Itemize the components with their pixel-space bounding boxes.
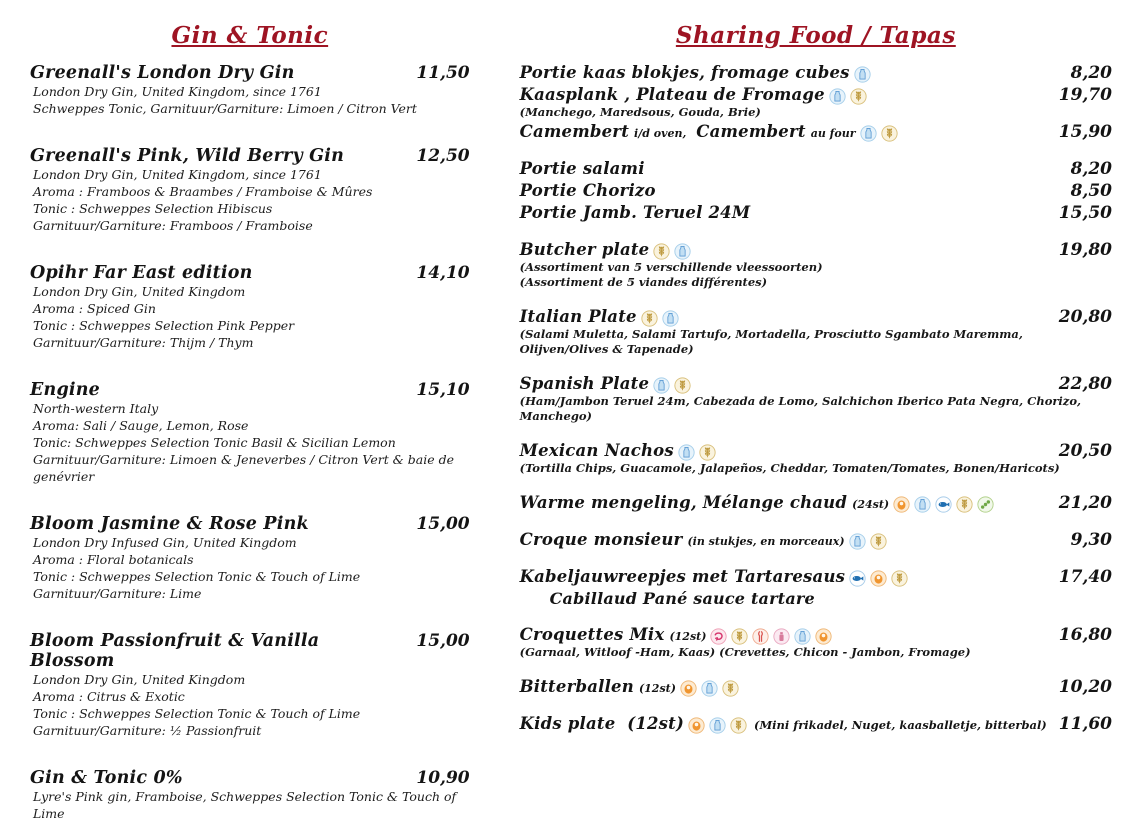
- item-row: [520, 159, 1112, 179]
- item-label: [520, 122, 898, 141]
- milk-allergen-icon: [678, 444, 695, 461]
- item-qualifier: (24st): [852, 498, 890, 511]
- item-price: 8,20: [1070, 159, 1112, 179]
- item-price: 11,60: [1058, 714, 1112, 734]
- gluten-allergen-icon: [850, 88, 867, 105]
- menu-item: [30, 514, 470, 602]
- item-qualifier: (12st): [638, 682, 676, 695]
- menu-item: [520, 567, 1112, 608]
- item-row: [520, 240, 1112, 260]
- item-price: 11,50: [416, 63, 470, 83]
- milk-allergen-icon: [860, 125, 877, 142]
- item-label: [520, 374, 692, 393]
- item-qualifier: i/d oven,: [634, 127, 687, 140]
- item-description: North-western Italy: [33, 401, 159, 416]
- item-description: Tonic : Schweppes Selection Tonic & Touch of Lime: [33, 706, 361, 721]
- item-price: 14,10: [416, 263, 470, 283]
- item-note: (Salami Muletta, Salami Tartufo, Mortadella, Prosciutto Sgambato Maremma, Olijven/Olives & Tapenade): [519, 327, 1023, 356]
- crustacean-allergen-icon: [710, 628, 727, 645]
- menu-group: [520, 530, 1112, 550]
- item-description: London Dry Gin, United Kingdom: [33, 672, 246, 687]
- item-label: [520, 530, 887, 549]
- item-name: Gin & Tonic 0%: [30, 768, 183, 788]
- menu-item: [30, 146, 470, 234]
- item-name: Warme mengeling, Mélange chaud: [519, 493, 848, 512]
- gin-tonic-section: [30, 22, 470, 821]
- item-name: Portie Jamb. Teruel 24M: [519, 203, 751, 222]
- item-label: [520, 159, 645, 178]
- menu-item: [520, 63, 1112, 83]
- item-name: Bloom Passionfruit & Vanilla Blossom: [30, 631, 320, 671]
- menu-item: [520, 181, 1112, 201]
- item-row: [30, 380, 470, 400]
- item-row: [520, 530, 1112, 550]
- menu-group: [520, 307, 1112, 357]
- menu-item: [520, 240, 1112, 290]
- menu-group: [520, 567, 1112, 608]
- gluten-allergen-icon: [674, 377, 691, 394]
- item-label: [520, 493, 995, 512]
- menu-item: [520, 441, 1112, 476]
- item-name: Opihr Far East edition: [30, 263, 253, 283]
- menu-item: [30, 631, 470, 739]
- menu-group: [520, 625, 1112, 660]
- item-description: Tonic : Schweppes Selection Tonic & Touch of Lime: [33, 569, 361, 584]
- sharing-food-section: [520, 22, 1112, 806]
- gluten-allergen-icon: [731, 628, 748, 645]
- item-subtitle: Cabillaud Pané sauce tartare: [549, 589, 815, 608]
- egg-allergen-icon: [893, 496, 910, 513]
- item-row: [520, 625, 1112, 645]
- item-price: 17,40: [1058, 567, 1112, 587]
- item-description: Garnituur/Garniture: Framboos / Framboise: [33, 218, 313, 233]
- milk-allergen-icon: [701, 680, 718, 697]
- egg-allergen-icon: [870, 570, 887, 587]
- item-description: Garnituur/Garniture: Lime: [33, 586, 202, 601]
- menu-group: [520, 374, 1112, 424]
- item-row: [30, 631, 470, 671]
- item-price: 10,90: [416, 768, 470, 788]
- item-row: [520, 441, 1112, 461]
- item-row: [30, 63, 470, 83]
- item-price: 22,80: [1058, 374, 1112, 394]
- egg-allergen-icon: [815, 628, 832, 645]
- item-row: [520, 63, 1112, 83]
- item-row: [520, 493, 1112, 513]
- item-price: 15,10: [416, 380, 470, 400]
- sharing-food-title: Sharing Food / Tapas: [675, 22, 956, 49]
- item-description: Tonic: Schweppes Selection Tonic Basil & Sicilian Lemon: [33, 435, 396, 450]
- item-row: [520, 203, 1112, 223]
- menu-item: [520, 530, 1112, 550]
- item-row: [520, 567, 1112, 587]
- item-row: [30, 514, 470, 534]
- item-row: [30, 146, 470, 166]
- item-name: Engine: [30, 380, 101, 400]
- item-row: [520, 181, 1112, 201]
- item-description: Tonic : Schweppes Selection Hibiscus: [33, 201, 273, 216]
- item-price: 21,20: [1058, 493, 1112, 513]
- milk-allergen-icon: [849, 533, 866, 550]
- item-name: Camembert: [519, 122, 630, 141]
- milk-allergen-icon: [829, 88, 846, 105]
- item-name: Portie kaas blokjes, fromage cubes: [519, 63, 850, 82]
- item-description: Garnituur/Garniture: Thijm / Thym: [33, 335, 254, 350]
- item-label: [520, 714, 1047, 733]
- menu-group: [520, 677, 1112, 697]
- item-note: (Assortiment de 5 viandes différentes): [519, 275, 768, 289]
- fish-allergen-icon: [849, 570, 866, 587]
- milk-allergen-icon: [653, 377, 670, 394]
- item-description: Aroma: Sali / Sauge, Lemon, Rose: [33, 418, 249, 433]
- item-price: 10,20: [1058, 677, 1112, 697]
- item-price: 9,30: [1070, 530, 1112, 550]
- item-name: Kaasplank , Plateau de Fromage: [519, 85, 825, 104]
- item-price: 20,80: [1058, 307, 1112, 327]
- menu-item: [520, 203, 1112, 223]
- menu-group: [520, 714, 1112, 734]
- item-description: Aroma : Floral botanicals: [33, 552, 194, 567]
- item-label: [520, 307, 679, 326]
- menu-item: [520, 85, 1112, 120]
- item-note: (Tortilla Chips, Guacamole, Jalapeños, Cheddar, Tomaten/Tomates, Bonen/Haricots): [519, 461, 1060, 475]
- milk-allergen-icon: [674, 243, 691, 260]
- gluten-allergen-icon: [722, 680, 739, 697]
- item-price: 19,70: [1058, 85, 1112, 105]
- item-name: Camembert: [696, 122, 806, 141]
- item-note-inline: (Mini frikadel, Nuget, kaasballetje, bitterbal): [754, 718, 1047, 732]
- item-price: 19,80: [1058, 240, 1112, 260]
- menu-item: [520, 677, 1112, 697]
- item-name: Portie salami: [519, 159, 645, 178]
- menu-group: [520, 493, 1112, 513]
- item-price: 20,50: [1058, 441, 1112, 461]
- menu-group: [520, 441, 1112, 476]
- item-label: [520, 441, 716, 460]
- item-label: [520, 85, 867, 104]
- item-description: Garnituur/Garniture: Limoen & Jeneverbes / Citron Vert & baie de genévrier: [33, 452, 455, 484]
- item-label: [520, 181, 656, 200]
- item-price: 8,50: [1070, 181, 1112, 201]
- egg-allergen-icon: [680, 680, 697, 697]
- item-price: 15,50: [1058, 203, 1112, 223]
- item-row: [30, 263, 470, 283]
- item-description: London Dry Gin, United Kingdom, since 1761: [33, 84, 322, 99]
- item-name: Bitterballen: [519, 677, 634, 696]
- item-name: Spanish Plate: [519, 374, 650, 393]
- milk-allergen-icon: [914, 496, 931, 513]
- gluten-allergen-icon: [730, 717, 747, 734]
- menu-item: [520, 307, 1112, 357]
- item-name: Greenall's Pink, Wild Berry Gin: [30, 146, 345, 166]
- menu-item: [30, 768, 470, 822]
- item-name: Croque monsieur: [519, 530, 683, 549]
- menu-item: [520, 493, 1112, 513]
- milk-allergen-icon: [709, 717, 726, 734]
- item-description: London Dry Infused Gin, United Kingdom: [33, 535, 297, 550]
- item-row: [520, 122, 1112, 142]
- sharing-food-items: [520, 63, 1112, 734]
- item-label: [520, 63, 871, 82]
- menu-item: [520, 625, 1112, 660]
- item-description: Aroma : Citrus & Exotic: [33, 689, 185, 704]
- soy-allergen-icon: [977, 496, 994, 513]
- item-name: Italian Plate: [519, 307, 637, 326]
- gluten-allergen-icon: [699, 444, 716, 461]
- gluten-allergen-icon: [956, 496, 973, 513]
- egg-allergen-icon: [688, 717, 705, 734]
- item-price: 16,80: [1058, 625, 1112, 645]
- item-label: [520, 203, 751, 222]
- menu-item: [30, 380, 470, 485]
- gluten-allergen-icon: [881, 125, 898, 142]
- item-description: Garnituur/Garniture: ½ Passionfruit: [33, 723, 262, 738]
- item-name: Butcher plate: [519, 240, 650, 259]
- gluten-allergen-icon: [653, 243, 670, 260]
- celery-allergen-icon: [752, 628, 769, 645]
- item-name: Mexican Nachos: [519, 441, 674, 460]
- menu-item: [30, 63, 470, 117]
- fish-allergen-icon: [935, 496, 952, 513]
- gluten-allergen-icon: [891, 570, 908, 587]
- item-description: Tonic : Schweppes Selection Pink Pepper: [33, 318, 295, 333]
- item-label: [520, 567, 909, 586]
- item-description: Lyre's Pink gin, Framboise, Schweppes Selection Tonic & Touch of Lime: [33, 789, 457, 821]
- item-row: [520, 85, 1112, 105]
- item-row: [520, 714, 1112, 734]
- item-note: (Ham/Jambon Teruel 24m, Cabezada de Lomo, Salchichon Iberico Pata Negra, Chorizo, Manchego): [519, 394, 1081, 423]
- item-label: [520, 625, 833, 644]
- gluten-allergen-icon: [641, 310, 658, 327]
- item-label: [520, 677, 739, 696]
- menu-group: [520, 159, 1112, 223]
- item-name: Kabeljauwreepjes met Tartaresaus: [519, 567, 846, 586]
- item-qualifier: au four: [810, 127, 856, 140]
- gin-tonic-items: [30, 63, 470, 822]
- item-note: (Garnaal, Witloof -Ham, Kaas) (Crevettes, Chicon - Jambon, Fromage): [519, 645, 971, 659]
- item-name: Greenall's London Dry Gin: [30, 63, 295, 83]
- item-row: [520, 307, 1112, 327]
- item-price: 8,20: [1070, 63, 1112, 83]
- item-description: Aroma : Spiced Gin: [33, 301, 156, 316]
- item-price: 15,00: [416, 514, 470, 534]
- menu-group: [520, 63, 1112, 142]
- item-qualifier: (12st): [669, 630, 707, 643]
- menu-item: [30, 263, 470, 351]
- item-description: London Dry Gin, United Kingdom, since 1761: [33, 167, 322, 182]
- item-row: [520, 677, 1112, 697]
- menu-item: [520, 714, 1112, 734]
- item-price: 12,50: [416, 146, 470, 166]
- mustard-allergen-icon: [773, 628, 790, 645]
- menu-group: [520, 240, 1112, 290]
- item-name: Portie Chorizo: [519, 181, 656, 200]
- item-qualifier: (in stukjes, en morceaux): [687, 535, 845, 548]
- menu-item: [520, 374, 1112, 424]
- gluten-allergen-icon: [870, 533, 887, 550]
- item-name: Croquettes Mix: [519, 625, 665, 644]
- item-name: Kids plate (12st): [519, 714, 684, 733]
- item-label: [520, 240, 692, 259]
- item-price: 15,00: [416, 631, 470, 651]
- item-row: [520, 374, 1112, 394]
- item-name: Bloom Jasmine & Rose Pink: [30, 514, 309, 534]
- item-description: London Dry Gin, United Kingdom: [33, 284, 246, 299]
- milk-allergen-icon: [794, 628, 811, 645]
- milk-allergen-icon: [854, 66, 871, 83]
- item-description: Aroma : Framboos & Braambes / Framboise & Mûres: [33, 184, 373, 199]
- gin-tonic-title: Gin & Tonic: [171, 22, 329, 49]
- item-description: Schweppes Tonic, Garnituur/Garniture: Limoen / Citron Vert: [33, 101, 417, 116]
- menu-item: [520, 122, 1112, 142]
- item-price: 15,90: [1058, 122, 1112, 142]
- menu-item: [520, 159, 1112, 179]
- milk-allergen-icon: [662, 310, 679, 327]
- item-note: (Manchego, Maredsous, Gouda, Brie): [519, 105, 761, 119]
- item-note: (Assortiment van 5 verschillende vleessoorten): [519, 260, 823, 274]
- item-row: [30, 768, 470, 788]
